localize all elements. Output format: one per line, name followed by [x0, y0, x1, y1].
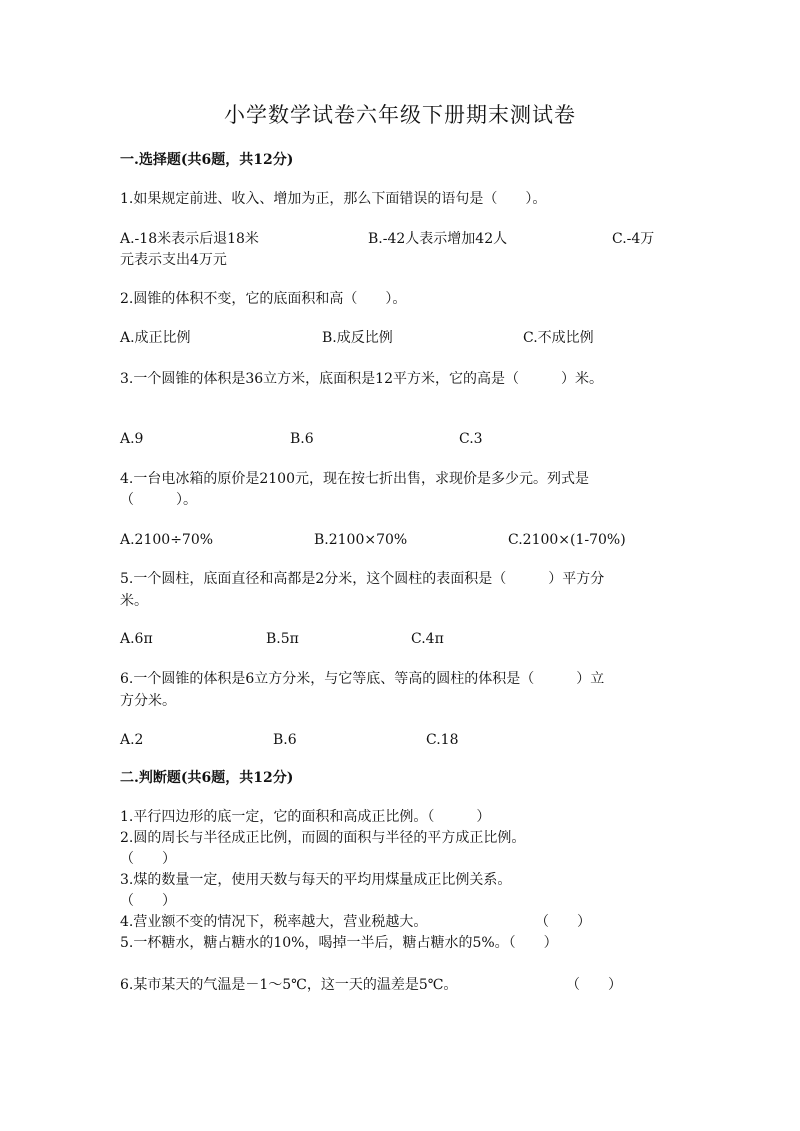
q4-option-a: A.2100÷70%: [120, 532, 214, 548]
q1-option-a: A.-18米表示后退18米: [120, 231, 259, 247]
q1-option-b: B.-42人表示增加42人: [368, 231, 508, 247]
q2-option-c: C.不成比例: [523, 330, 594, 346]
judge-6-paren: （ ）: [566, 977, 622, 993]
q3-option-a: A.9: [120, 431, 144, 447]
judge-4-paren: （ ）: [535, 914, 591, 930]
q6-stem: 6.一个圆锥的体积是6立方分米，与它等底、等高的圆柱的体积是（ ）立: [120, 671, 605, 687]
q5-stem: 5.一个圆柱，底面直径和高都是2分米，这个圆柱的表面积是（ ）平方分: [120, 571, 605, 587]
q3-stem: 3.一个圆锥的体积是36立方米，底面积是12平方米，它的高是（ ）米。: [120, 371, 603, 387]
q1-option-c: C.-4万: [612, 231, 655, 247]
judge-2: 2.圆的周长与半径成正比例，而圆的面积与半径的平方成正比例。: [120, 830, 526, 846]
q6-option-b: B.6: [273, 732, 297, 748]
q5-option-a: A.6π: [120, 631, 153, 647]
section2-heading: 二.判断题(共6题，共12分): [120, 770, 294, 786]
q4-option-c: C.2100×(1-70%): [508, 532, 626, 548]
q1-stem: 1.如果规定前进、收入、增加为正，那么下面错误的语句是（ ）。: [120, 191, 547, 207]
q4-stem: 4.一台电冰箱的原价是2100元，现在按七折出售，求现价是多少元。列式是: [120, 471, 589, 487]
q6-stem-continued: 方分米。: [120, 693, 176, 709]
judge-1: 1.平行四边形的底一定，它的面积和高成正比例。（ ）: [120, 809, 491, 825]
q4-stem-continued: （ ）。: [120, 492, 197, 508]
page-title: 小学数学试卷六年级下册期末测试卷: [224, 103, 576, 127]
q1-option-c-continued: 元表示支出4万元: [120, 252, 227, 268]
judge-4: 4.营业额不变的情况下，税率越大，营业税越大。: [120, 914, 428, 930]
q6-option-a: A.2: [120, 732, 144, 748]
q3-option-b: B.6: [290, 431, 314, 447]
judge-6: 6.某市某天的气温是－1～5℃，这一天的温差是5℃。: [120, 977, 458, 993]
section1-heading: 一.选择题(共6题，共12分): [120, 152, 294, 168]
judge-3: 3.煤的数量一定，使用天数与每天的平均用煤量成正比例关系。: [120, 872, 512, 888]
q5-stem-continued: 米。: [120, 593, 148, 609]
judge-2-paren: （ ）: [120, 851, 176, 867]
judge-5: 5.一杯糖水，糖占糖水的10%，喝掉一半后，糖占糖水的5%。（ ）: [120, 935, 558, 951]
q2-stem: 2.圆锥的体积不变，它的底面积和高（ ）。: [120, 291, 407, 307]
q5-option-c: C.4π: [411, 631, 444, 647]
q2-option-b: B.成反比例: [322, 330, 393, 346]
q6-option-c: C.18: [426, 732, 459, 748]
judge-3-paren: （ ）: [120, 893, 176, 909]
q3-option-c: C.3: [459, 431, 483, 447]
q2-option-a: A.成正比例: [120, 330, 191, 346]
q5-option-b: B.5π: [266, 631, 299, 647]
q4-option-b: B.2100×70%: [314, 532, 408, 548]
